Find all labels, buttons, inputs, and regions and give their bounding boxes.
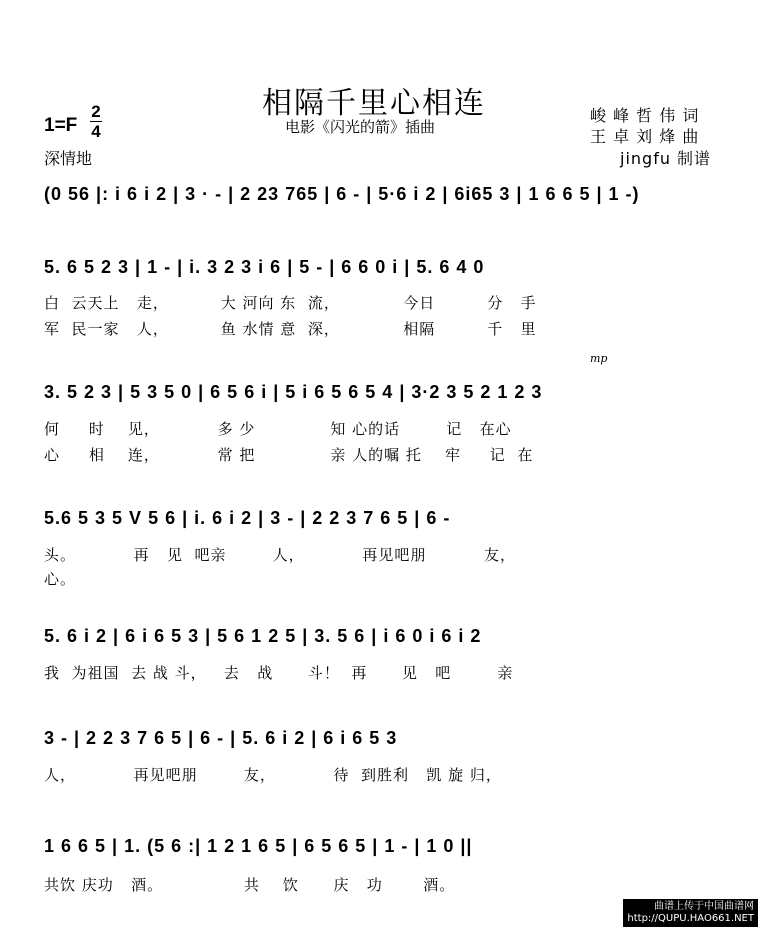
dynamic-marking: mp: [590, 352, 608, 365]
lyrics-row-2-verse-2: 军 民一家 人， 鱼 水情 意 深， 相隔 千 里: [44, 320, 537, 338]
time-signature-denominator: 4: [91, 122, 101, 141]
page-title: 相隔千里心相连: [262, 86, 486, 121]
time-signature-numerator: 2: [91, 102, 101, 121]
lyrics-row-4-verse-2: 心。: [44, 570, 77, 588]
tempo-marking: 深情地: [44, 149, 93, 168]
lyrics-row-5: 我 为祖国 去 战 斗， 去 战 斗！ 再 见 吧 亲: [44, 664, 514, 682]
lyrics-row-3-verse-1: 何 时 见， 多 少 知 心的话 记 在心: [44, 420, 512, 438]
notation-row-1: (0 56 |: i 6 i 2 | 3 · - | 2 23 765 | 6 - | 5·6 i 2 | 6i65 3 | 1 6 6 5 | 1 -): [44, 184, 640, 204]
lyrics-row-7: 共饮 庆功 酒。 共 饮 庆 功 酒。: [44, 876, 456, 894]
watermark-line-1: 曲谱上传于中国曲谱网: [654, 901, 754, 912]
notation-row-6: 3 - | 2 2 3 7 6 5 | 6 - | 5. 6 i 2 | 6 i 6 5 3: [44, 728, 398, 748]
subtitle: 电影《闪光的箭》插曲: [285, 118, 436, 136]
notation-row-2: 5. 6 5 2 3 | 1 - | i. 3 2 3 i 6 | 5 - | 6 6 0 i | 5. 6 4 0: [44, 257, 485, 277]
lyrics-row-3-verse-2: 心 相 连， 常 把 亲 人的嘱 托 牢 记 在: [44, 446, 534, 464]
lyricist-credit: 峻 峰 哲 伟 词: [590, 106, 700, 125]
notation-row-4: 5.6 5 3 5 V 5 6 | i. 6 i 2 | 3 - | 2 2 3 7 6 5 | 6 -: [44, 508, 451, 528]
lyrics-row-2-verse-1: 白 云天上 走， 大 河向 东 流， 今日 分 手: [44, 294, 537, 312]
notation-row-5: 5. 6 i 2 | 6 i 6 5 3 | 5 6 1 2 5 | 3. 5 6 | i 6 0 i 6 i 2: [44, 626, 482, 646]
watermark: [623, 899, 758, 927]
watermark-line-2: http://QUPU.HAO661.NET: [627, 913, 754, 924]
lyrics-row-4-verse-1: 头。 再 见 吧亲 人， 再见吧朋 友，: [44, 546, 517, 564]
notation-row-3: 3. 5 2 3 | 5 3 5 0 | 6 5 6 i | 5 i 6 5 6 5 4 | 3·2 3 5 2 1 2 3: [44, 382, 543, 402]
notation-row-7: 1 6 6 5 | 1. (5 6 :| 1 2 1 6 5 | 6 5 6 5 | 1 - | 1 0 ||: [44, 836, 473, 856]
time-signature: [90, 103, 102, 140]
key-signature: 1=F: [44, 115, 78, 136]
arranger-credit: jingfu 制谱: [620, 149, 712, 168]
lyrics-row-6: 人， 再见吧朋 友， 待 到胜利 凯 旋 归，: [44, 766, 502, 784]
composer-credit: 王 卓 刘 烽 曲: [590, 127, 700, 146]
